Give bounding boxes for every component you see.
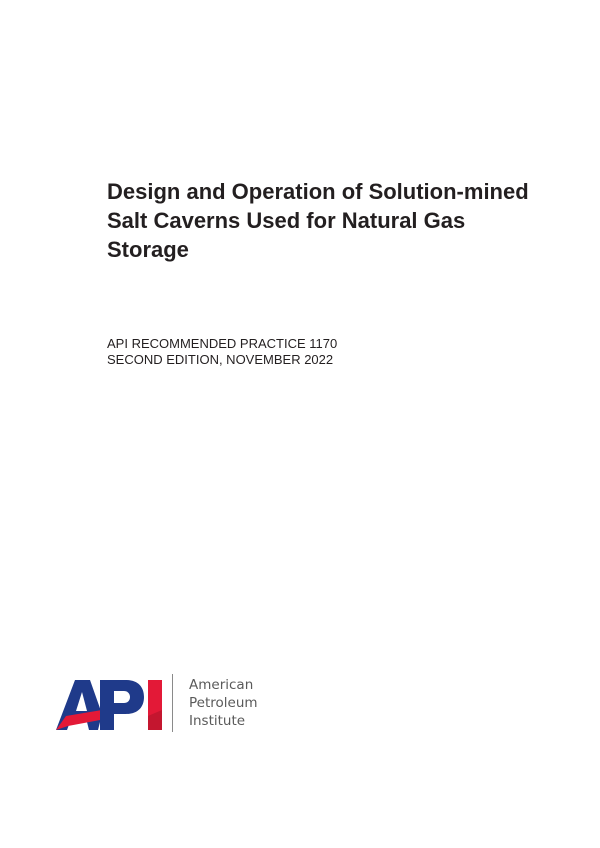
logo-wordmark: [189, 676, 258, 730]
document-title: [107, 177, 577, 264]
standard-number: API RECOMMENDED PRACTICE 1170: [107, 336, 338, 351]
wordmark-line: American: [189, 677, 254, 693]
document-designation: [107, 336, 337, 368]
logo-letter-p: [100, 680, 144, 730]
edition-date: SECOND EDITION, NOVEMBER 2022: [107, 352, 334, 367]
logo-divider: [172, 674, 173, 732]
title-line: Salt Caverns Used for Natural Gas: [107, 208, 466, 233]
title-line: Storage: [107, 237, 189, 262]
wordmark-line: Institute: [189, 713, 246, 729]
api-logo: [56, 672, 286, 734]
wordmark-line: Petroleum: [189, 695, 258, 711]
title-line: Design and Operation of Solution-mined: [107, 179, 529, 204]
api-logo-mark: [56, 676, 164, 730]
